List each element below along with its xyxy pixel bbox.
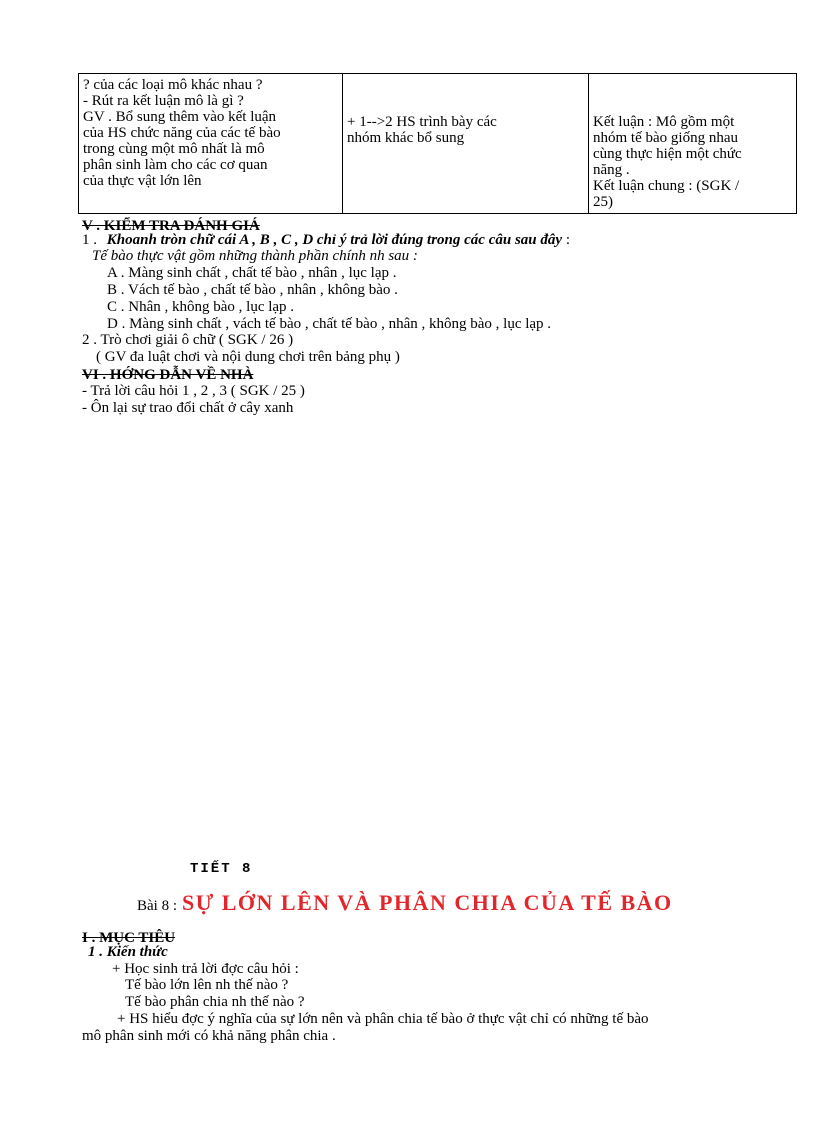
homework-item: - Ôn lại sự trao đổi chất ở cây xanh (82, 400, 294, 416)
knowledge-subheading: 1 . Kiến thức (88, 944, 168, 960)
lesson-header (137, 890, 673, 920)
cell-line: + 1-->2 HS trình bày các (347, 114, 497, 130)
question-1-number: 1 . (82, 232, 97, 248)
question-1-stem: Tế bào thực vật gồm những thành phần chính nh sau : (92, 248, 418, 264)
option-b: B . Vách tế bào , chất tế bào , nhân , không bào . (107, 282, 398, 298)
conclusion-cell (589, 74, 797, 214)
question-1 (82, 233, 570, 248)
option-d: D . Màng sinh chất , vách tế bào , chất tế bào , nhân , không bào , lục lạp . (107, 316, 552, 332)
option-c: C . Nhân , không bào , lục lạp . (107, 299, 295, 315)
cell-line: trong cùng một mô nhất là mô (83, 141, 265, 157)
question-2-note: ( GV đa luật chơi và nội dung chơi trên bảng phụ ) (96, 349, 400, 365)
cell-line: năng . (593, 162, 630, 178)
homework-item: - Trả lời câu hỏi 1 , 2 , 3 ( SGK / 25 ) (82, 383, 305, 399)
cell-line: Kết luận : Mô gồm một (593, 114, 735, 130)
section-6-heading: VI . HỚNG DẪN VỀ NHÀ (82, 367, 254, 383)
cell-line: GV . Bổ sung thêm vào kết luận (83, 109, 277, 125)
question-2: 2 . Trò chơi giải ô chữ ( SGK / 26 ) (82, 332, 294, 348)
option-a: A . Màng sinh chất , chất tế bào , nhân , lục lạp . (107, 265, 397, 281)
objective-line: mô phân sinh mới có khả năng phân chia . (82, 1028, 336, 1044)
cell-line: nhóm khác bổ sung (347, 130, 465, 146)
teacher-activity-cell (79, 74, 343, 214)
cell-line: 25) (593, 194, 613, 210)
student-activity-cell (343, 74, 589, 214)
cell-line: phân sinh làm cho các cơ quan (83, 157, 268, 173)
cell-line: ? của các loại mô khác nhau ? (83, 77, 263, 93)
cell-line: nhóm tế bào giống nhau (593, 130, 738, 146)
table-row (79, 74, 797, 214)
objective-line: + Học sinh trả lời đợc câu hỏi : (112, 961, 299, 977)
cell-line: của thực vật lớn lên (83, 173, 202, 189)
objective-line: + HS hiểu đợc ý nghĩa của sự lớn nên và phân chia tế bào ở thực vật chỉ có những tế bào (117, 1011, 649, 1027)
question-1-colon: : (565, 232, 570, 248)
section-5-heading: V . KIỂM TRA ĐÁNH GIÁ (82, 218, 260, 234)
question-1-text: Khoanh tròn chữ cái A , B , C , D chỉ ý trả lời đúng trong các câu sau đây (106, 232, 563, 248)
objective-line: Tế bào lớn lên nh thế nào ? (125, 977, 289, 993)
cell-line: của HS chức năng của các tế bào (83, 125, 281, 141)
objective-line: Tế bào phân chia nh thế nào ? (125, 994, 305, 1010)
period-label: TIẾT 8 (190, 861, 253, 877)
lesson-activity-table (78, 73, 797, 214)
cell-line: Kết luận chung : (SGK / (593, 178, 740, 194)
section-1-heading: I . MỤC TIÊU (82, 930, 176, 946)
cell-line: - Rút ra kết luận mô là gì ? (83, 93, 244, 109)
lesson-number: Bài 8 : (137, 898, 177, 914)
cell-line: cùng thực hiện một chức (593, 146, 742, 162)
lesson-title: SỰ LỚN LÊN VÀ PHÂN CHIA CỦA TẾ BÀO (182, 890, 673, 915)
